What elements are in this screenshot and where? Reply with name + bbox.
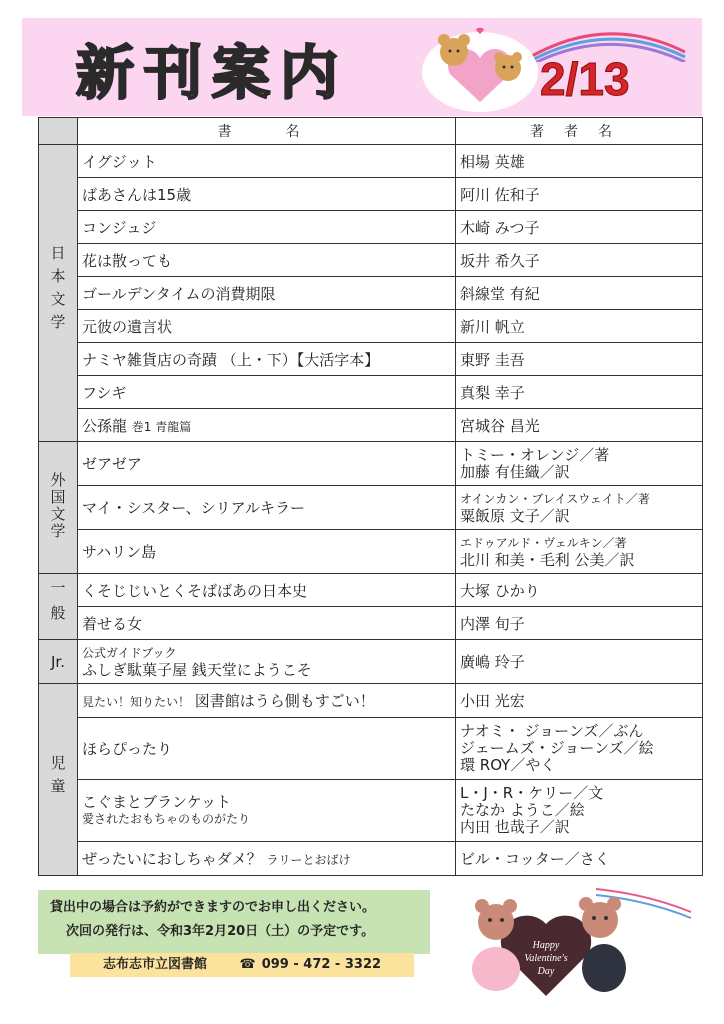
bears-with-heart-icon — [420, 24, 540, 114]
book-author: 坂井 希久子 — [456, 244, 703, 277]
category-junior: Jr. — [39, 640, 78, 684]
table-row — [39, 409, 703, 442]
table-row — [39, 442, 703, 486]
book-author: 阿川 佐和子 — [456, 178, 703, 211]
valentine-bears-icon — [446, 884, 696, 1004]
book-title: コンジュジ — [78, 211, 456, 244]
book-title: 花は散っても — [78, 244, 456, 277]
table-row — [39, 343, 703, 376]
table-row — [39, 607, 703, 640]
book-title: イグジット — [78, 145, 456, 178]
book-title: ゴールデンタイムの消費期限 — [78, 277, 456, 310]
book-author: 廣嶋 玲子 — [456, 640, 703, 684]
table-row — [39, 145, 703, 178]
table-row — [39, 211, 703, 244]
book-title: くそじじいとくそばばあの日本史 — [78, 574, 456, 607]
book-author: エドゥアルド・ヴェルキン／著 北川 和美・毛利 公美／訳 — [456, 530, 703, 574]
book-title: ナミヤ雑貨店の奇蹟 （上・下）【大活字本】 — [78, 343, 456, 376]
book-author: 真梨 幸子 — [456, 376, 703, 409]
book-title: フシギ — [78, 376, 456, 409]
valentine-text-1: Happy — [532, 940, 560, 951]
category-foreign: 外国文学 — [39, 442, 78, 574]
book-title: サハリン島 — [78, 530, 456, 574]
table-row — [39, 530, 703, 574]
book-author: ビル・コッター／さく — [456, 842, 703, 876]
library-name: 志布志市立図書館 — [102, 957, 207, 972]
book-author: オインカン・ブレイスウェイト／著 粟飯原 文子／訳 — [456, 486, 703, 530]
book-title: ゼアゼア — [78, 442, 456, 486]
phone-icon: ☎ — [239, 957, 256, 972]
book-title: 公式ガイドブック ふしぎ駄菓子屋 銭天堂にようこそ — [78, 640, 456, 684]
book-author: 内澤 旬子 — [456, 607, 703, 640]
book-author: 東野 圭吾 — [456, 343, 703, 376]
book-title: 見たい！知りたい！ 図書館はうら側もすごい！ — [78, 684, 456, 718]
book-author: 斜線堂 有紀 — [456, 277, 703, 310]
valentine-text-2: Valentine's — [524, 953, 568, 964]
table-row — [39, 178, 703, 211]
book-title: ばあさんは15歳 — [78, 178, 456, 211]
table-row — [39, 842, 703, 876]
book-title: 着せる女 — [78, 607, 456, 640]
book-title: マイ・シスター、シリアルキラー — [78, 486, 456, 530]
table-row — [39, 574, 703, 607]
book-author: 木崎 みつ子 — [456, 211, 703, 244]
book-author: トミー・オレンジ／著 加藤 有佳織／訳 — [456, 442, 703, 486]
book-author: 宮城谷 昌光 — [456, 409, 703, 442]
library-phone: 099 - 472 - 3322 — [261, 957, 382, 972]
page-title: 新刊案内 — [76, 39, 349, 107]
table-row — [39, 376, 703, 409]
book-list-table — [38, 117, 703, 876]
library-info — [70, 953, 414, 977]
header-corner — [39, 118, 78, 145]
table-row — [39, 640, 703, 684]
book-title: 公孫龍 巻1 青龍篇 — [78, 409, 456, 442]
header-title: 書 名 — [78, 118, 456, 145]
table-row — [39, 780, 703, 842]
book-title: ぜったいにおしちゃダメ？ ラリーとおばけ — [78, 842, 456, 876]
category-japanese: 日本文学 — [39, 145, 78, 442]
book-title: ほらぴったり — [78, 718, 456, 780]
table-row — [39, 244, 703, 277]
notice-line-1: 貸出中の場合は予約ができますのでお申し出ください。 — [50, 900, 376, 915]
table-row — [39, 277, 703, 310]
book-author: 小田 光宏 — [456, 684, 703, 718]
category-general: 一般 — [39, 574, 78, 640]
book-title: 元彼の遺言状 — [78, 310, 456, 343]
valentine-text-3: Day — [537, 966, 555, 977]
table-row — [39, 310, 703, 343]
book-author: 相場 英雄 — [456, 145, 703, 178]
table-row — [39, 684, 703, 718]
table-row — [39, 718, 703, 780]
book-author: 大塚 ひかり — [456, 574, 703, 607]
book-author: ナオミ・ ジョーンズ／ぶん ジェームズ・ジョーンズ／絵 環 ROY／やく — [456, 718, 703, 780]
book-author: 新川 帆立 — [456, 310, 703, 343]
issue-date: 2/13 — [540, 53, 630, 105]
book-author: L・J・R・ケリー／文 たなか ようこ／絵 内田 也哉子／訳 — [456, 780, 703, 842]
book-title: こぐまとブランケット 愛されたおもちゃのものがたり — [78, 780, 456, 842]
header-author: 著者名 — [456, 118, 703, 145]
category-children: 児童 — [39, 684, 78, 876]
table-row — [39, 486, 703, 530]
notice-line-2: 次回の発行は、令和3年2月20日（土）の予定です。 — [66, 924, 375, 939]
table-header-row — [39, 118, 703, 145]
notice-box — [38, 890, 430, 954]
